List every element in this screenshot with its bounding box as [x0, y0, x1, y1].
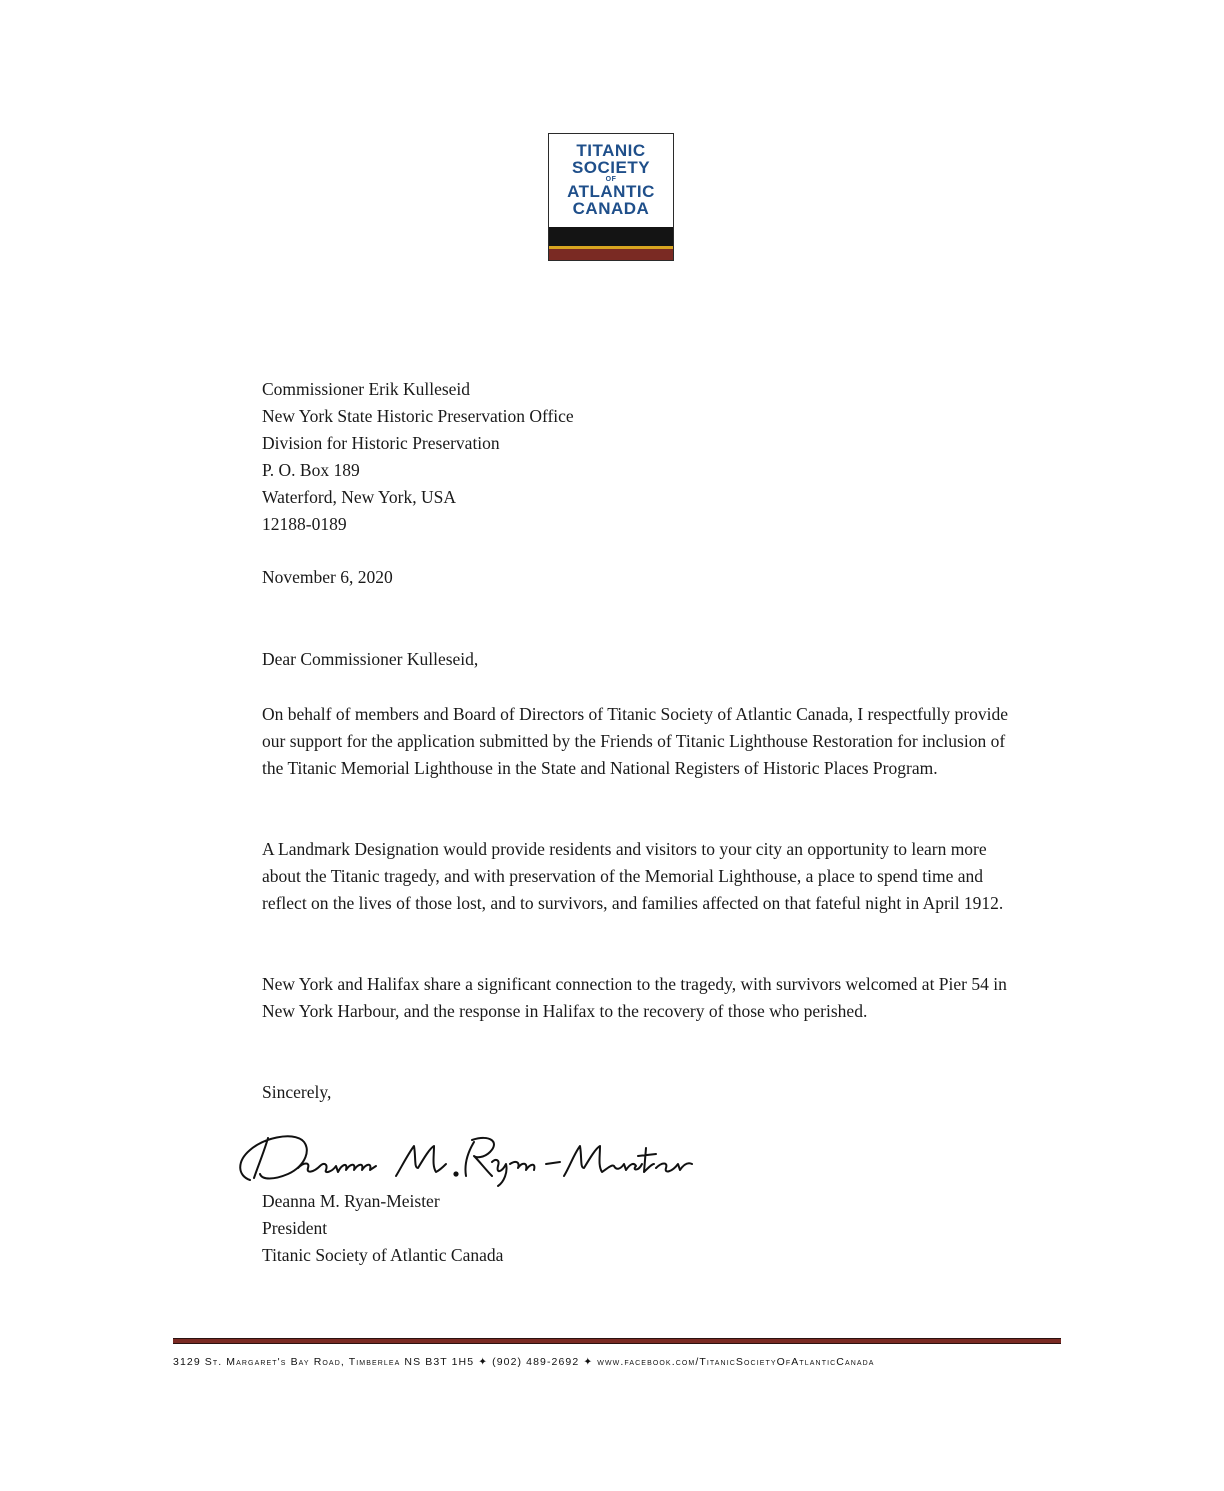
closing: Sincerely,	[262, 1082, 332, 1102]
logo-wordmark	[549, 142, 673, 217]
salutation: Dear Commissioner Kulleseid,	[262, 649, 479, 669]
body-paragraph-1: On behalf of members and Board of Directors of Titanic Society of Atlantic Canada, I respectfully provide our support for the application submitted by the Friends of Titanic Lighthouse Restoration for inclusion of the Titanic Memorial Lighthouse in the State and National Registers of Historic Places Program.	[262, 704, 1008, 778]
logo-line-1: TITANIC	[576, 141, 646, 160]
recipient-address	[262, 376, 1022, 538]
signer-title: President	[262, 1218, 328, 1238]
handwritten-signature	[228, 1118, 698, 1188]
recipient-line-1: Commissioner Erik Kulleseid	[262, 379, 471, 399]
letter-date: November 6, 2020	[262, 567, 393, 587]
recipient-line-2: New York State Historic Preservation Office	[262, 406, 574, 426]
logo-line-5: CANADA	[572, 199, 650, 218]
signer-name: Deanna M. Ryan-Meister	[262, 1191, 440, 1211]
signature-block	[262, 1188, 1022, 1269]
footer-rule	[173, 1338, 1061, 1344]
logo-line-3: OF	[605, 176, 617, 183]
logo-stripe-maroon	[549, 249, 673, 260]
recipient-line-5: Waterford, New York, USA	[262, 487, 456, 507]
recipient-line-4: P. O. Box 189	[262, 460, 360, 480]
society-logo	[548, 133, 674, 261]
logo-stripe-black	[549, 227, 673, 246]
logo-line-4: ATLANTIC	[567, 182, 655, 201]
logo-line-2: SOCIETY	[571, 158, 651, 177]
body-paragraph-3: New York and Halifax share a significant connection to the tragedy, with survivors welcomed at Pier 54 in New York Harbour, and the response in Halifax to the recovery of those who perished.	[262, 974, 1007, 1021]
recipient-line-3: Division for Historic Preservation	[262, 433, 500, 453]
recipient-line-6: 12188-0189	[262, 514, 347, 534]
logo-stripes	[549, 227, 673, 260]
body-paragraph-2: A Landmark Designation would provide residents and visitors to your city an opportunity to learn more about the Titanic tragedy, and with preservation of the Memorial Lighthouse, a place to spend time and reflect on the lives of those lost, and to survivors, and families affected on that fateful night in April 1912.	[262, 839, 1004, 913]
signer-organization: Titanic Society of Atlantic Canada	[262, 1245, 504, 1265]
footer-contact-line: 3129 St. Margaret's Bay Road, Timberlea NS B3T 1H5 ✦ (902) 489-2692 ✦ www.facebook.com/TitanicSocietyOfAtlanticCanada	[173, 1356, 875, 1368]
